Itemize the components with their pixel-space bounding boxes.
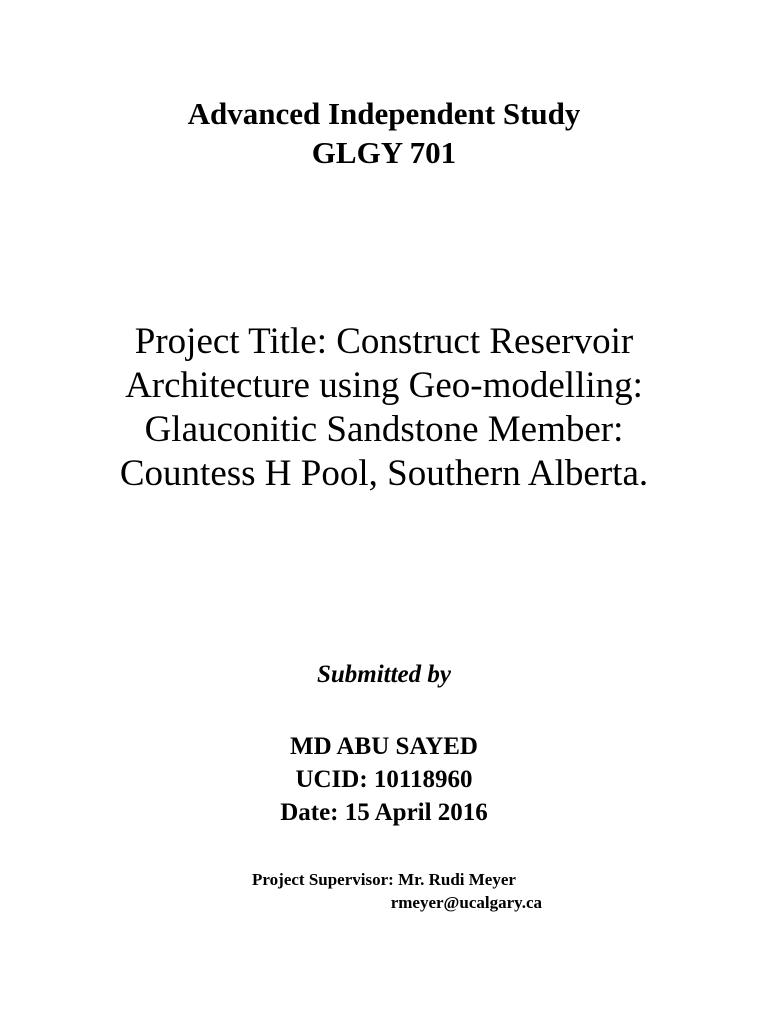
submitted-by-label: Submitted by bbox=[316, 661, 452, 688]
project-title-line: Glauconitic Sandstone Member: bbox=[144, 409, 624, 450]
course-header bbox=[0, 94, 768, 172]
project-title-line: Project Title: Construct Reservoir bbox=[134, 321, 634, 362]
author-block bbox=[0, 730, 768, 829]
course-code: GLGY 701 bbox=[311, 135, 457, 170]
course-heading: Advanced Independent Study bbox=[187, 96, 581, 131]
project-title-line: Architecture using Geo-modelling: bbox=[125, 365, 643, 406]
project-title-line: Countess H Pool, Southern Alberta. bbox=[119, 453, 649, 494]
author-name: MD ABU SAYED bbox=[289, 733, 478, 760]
submission-date: Date: 15 April 2016 bbox=[280, 799, 488, 826]
project-supervisor: Project Supervisor: Mr. Rudi Meyer bbox=[252, 870, 516, 889]
supervisor-email: rmeyer@ucalgary.ca bbox=[390, 893, 542, 912]
project-title bbox=[0, 320, 768, 496]
author-ucid: UCID: 10118960 bbox=[295, 766, 473, 793]
